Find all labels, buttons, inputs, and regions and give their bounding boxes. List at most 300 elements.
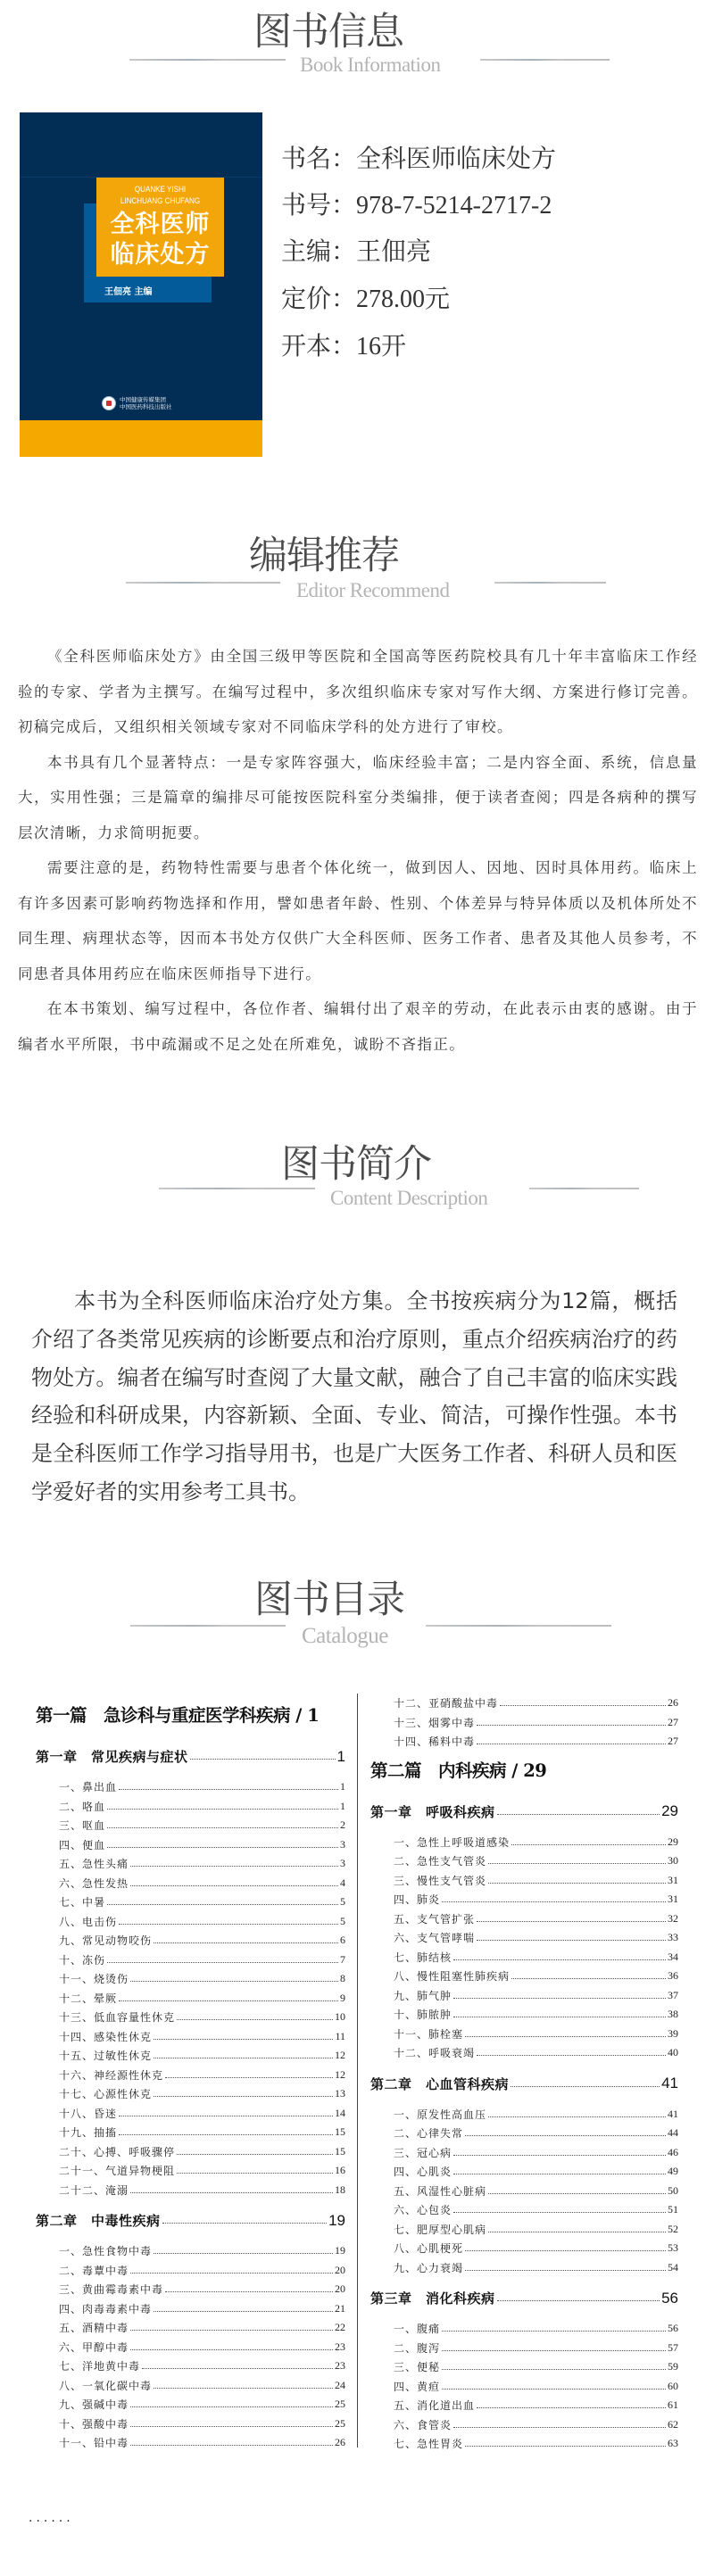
catalogue-entry <box>36 1893 345 1912</box>
entry-title: 十一、铅中毒 <box>59 2437 129 2450</box>
catalogue-entry <box>36 2299 345 2319</box>
page-number: 20 <box>335 2263 345 2276</box>
dot-leader <box>177 2173 333 2174</box>
entry-title: 十七、心源性休克 <box>59 2088 153 2101</box>
page-number: 33 <box>668 1931 678 1944</box>
entry-title: 二、急性支气管炎 <box>394 1855 487 1868</box>
catalogue-entry <box>36 1912 345 1932</box>
catalogue-entry <box>36 1777 345 1797</box>
info-value: 全科医师临床处方 <box>356 145 557 173</box>
entry-title: 五、酒精中毒 <box>59 2322 129 2335</box>
entry-title: 十八、昏迷 <box>59 2107 118 2120</box>
catalogue-entry <box>36 1835 345 1855</box>
catalogue-entry <box>370 1928 678 1948</box>
page-number: 61 <box>668 2398 678 2412</box>
cover-pinyin-1: QUANKE YISHI <box>134 185 187 195</box>
catalogue-entry <box>370 2339 678 2358</box>
catalogue-chapter <box>36 2206 345 2235</box>
page-number: 9 <box>340 1991 345 2004</box>
page-number: 60 <box>668 2379 678 2392</box>
catalogue-entry <box>36 2433 345 2453</box>
catalogue-entry <box>370 2162 678 2182</box>
catalogue-entry <box>36 2261 345 2281</box>
catalogue-entry <box>36 1931 345 1951</box>
entry-title: 四、黄疸 <box>394 2380 441 2393</box>
page-number: 39 <box>668 2026 678 2040</box>
catalogue-entry <box>36 2338 345 2357</box>
catalogue-entry <box>36 1816 345 1835</box>
editor-paragraph: 需要注意的是，药物特性需要与患者个体化统一，做到因人、因地、因时具体用药。临床上有许多因素可影响药物选择和作用，譬如患者年龄、性别、个体差异与特异体质以及机体所处不同生理、病理状态等，因而本书处方仅供广大全科医师、医务工作者、患者及其他人员参考，不同患者具体用药应在临床医师指导下进行。 <box>18 859 698 982</box>
dot-leader <box>107 1827 338 1828</box>
catalogue-entry <box>370 2025 678 2044</box>
page-number: 52 <box>668 2222 678 2235</box>
entry-title: 第一章 呼吸科疾病 <box>370 1803 495 1820</box>
dot-leader <box>497 2300 660 2301</box>
page-number: 49 <box>668 2165 678 2178</box>
catalogue-left-column <box>36 1696 345 2453</box>
page-number: 19 <box>328 2211 345 2229</box>
dot-leader <box>453 1959 666 1960</box>
publisher-name-1: 中国健康传媒集团 <box>120 396 166 403</box>
catalogue-entry <box>36 2027 345 2047</box>
catalogue-entry <box>370 2396 678 2415</box>
entry-title: 三、便秘 <box>394 2361 441 2374</box>
entry-title: 四、肺炎 <box>394 1893 441 1907</box>
entry-title: 一、急性上呼吸道感染 <box>394 1835 511 1849</box>
page-number: 19 <box>335 2244 345 2257</box>
page-number: 26 <box>668 1696 678 1710</box>
entry-title: 十二、晕厥 <box>59 1992 118 2005</box>
entry-title: 四、便血 <box>59 1838 106 1851</box>
page-number: 3 <box>340 1837 345 1851</box>
catalogue-entry <box>370 1986 678 2006</box>
page-number: 4 <box>340 1876 345 1889</box>
info-label: 定价： <box>281 286 357 313</box>
entry-title: 二十一、气道异物梗阻 <box>59 2165 176 2178</box>
page-number: 30 <box>668 1854 678 1868</box>
entry-title: 六、心包炎 <box>394 2204 452 2217</box>
column-divider <box>357 1694 358 2448</box>
page-number: 3 <box>340 1857 345 1870</box>
entry-title: 五、消化道出血 <box>394 2399 476 2413</box>
catalogue-entry <box>36 1854 345 1874</box>
dot-leader <box>107 1962 338 1963</box>
entry-title: 二、腹泻 <box>394 2341 441 2355</box>
entry-title: 七、肺结核 <box>394 1951 452 1964</box>
page-number: 1 <box>336 1747 345 1765</box>
catalogue-entry <box>36 1969 345 1989</box>
dot-leader <box>154 2039 333 2040</box>
dot-leader <box>497 1814 660 1815</box>
dot-leader <box>477 1725 666 1726</box>
entry-title: 九、常见动物咬伤 <box>59 1934 153 1948</box>
entry-title: 第三章 消化科疾病 <box>370 2290 495 2307</box>
entry-title: 七、洋地黄中毒 <box>59 2360 141 2373</box>
dot-leader <box>477 1921 666 1922</box>
dot-leader <box>165 2077 333 2078</box>
dot-leader <box>442 1901 666 1902</box>
info-value: 978-7-5214-2717-2 <box>356 192 552 219</box>
dot-leader <box>177 2154 333 2155</box>
section-subtitle-catalogue: Catalogue <box>302 1624 388 1648</box>
dot-leader <box>154 2311 333 2312</box>
entry-title: 五、急性头痛 <box>59 1858 129 1871</box>
entry-title: 十四、感染性休克 <box>59 2030 153 2043</box>
catalogue-entry <box>36 2046 345 2066</box>
publisher-name-2: 中国医药科技出版社 <box>120 403 172 410</box>
page-number: 16 <box>335 2164 345 2177</box>
entry-title: 一、腹痛 <box>394 2323 441 2336</box>
divider-line <box>130 1625 286 1627</box>
page-number: 24 <box>335 2378 345 2391</box>
dot-leader <box>142 2368 333 2369</box>
catalogue-entry <box>370 2124 678 2143</box>
catalogue-entry <box>36 2084 345 2104</box>
cover-pinyin-2: LINCHUANG CHUFANG <box>120 196 201 206</box>
page-number: 59 <box>668 2360 678 2373</box>
entry-title: 九、心力衰竭 <box>394 2261 464 2274</box>
catalogue-entry <box>370 1967 678 1986</box>
entry-title: 十六、神经源性休克 <box>59 2068 164 2082</box>
catalogue-entry <box>36 2008 345 2027</box>
dot-leader <box>130 2349 333 2350</box>
catalogue-entry <box>36 2376 345 2396</box>
dot-leader <box>107 1809 338 1810</box>
catalogue-entry <box>370 2105 678 2125</box>
page-number: 22 <box>335 2321 345 2334</box>
catalogue-entry <box>36 2181 345 2200</box>
catalogue-entry <box>370 2043 678 2063</box>
dot-leader <box>162 2223 328 2224</box>
page-number: 37 <box>668 1988 678 2001</box>
dot-leader <box>165 2291 333 2292</box>
page-number: 12 <box>335 2049 345 2062</box>
page-number: 25 <box>335 2398 345 2411</box>
entry-title: 二十、心搏、呼吸骤停 <box>59 2145 176 2158</box>
dot-leader <box>154 1942 338 1943</box>
entry-title: 七、中暑 <box>59 1896 106 1909</box>
catalogue-entry <box>36 1989 345 2009</box>
entry-title: 三、冠心病 <box>394 2146 452 2159</box>
section-title-editor: 编辑推荐 <box>249 534 399 578</box>
section-subtitle-editor: Editor Recommend <box>296 579 450 601</box>
catalogue-entry <box>36 2280 345 2299</box>
catalogue-entry <box>370 2220 678 2240</box>
dot-leader <box>130 2445 333 2446</box>
dot-leader <box>119 2000 338 2001</box>
entry-title: 二十二、淹溺 <box>59 2183 129 2197</box>
page-number: 18 <box>335 2183 345 2196</box>
page-number: 54 <box>668 2260 678 2274</box>
page-number: 38 <box>668 2008 678 2021</box>
info-value: 16开 <box>356 333 407 360</box>
entry-title: 十四、稀料中毒 <box>394 1735 476 1749</box>
catalogue-entry <box>370 1871 678 1891</box>
section-subtitle-description: Content Description <box>330 1187 488 1209</box>
catalogue-entry <box>370 1890 678 1909</box>
page-number: 26 <box>335 2436 345 2449</box>
page-number: 7 <box>340 1952 345 1966</box>
page-number: 23 <box>335 2359 345 2373</box>
dot-leader <box>154 2096 333 2097</box>
catalogue-entry <box>36 2414 345 2434</box>
cover-author: 王佃亮 主编 <box>104 287 153 297</box>
catalogue-entry <box>370 2143 678 2163</box>
catalogue-entry <box>370 2005 678 2025</box>
entry-title: 八、心肌梗死 <box>394 2242 464 2256</box>
entry-title: 五、支气管扩张 <box>394 1912 476 1926</box>
cover-title-2: 临床处方 <box>110 241 211 269</box>
entry-title: 六、食管炎 <box>394 2418 452 2431</box>
page-number: 44 <box>668 2126 678 2140</box>
dot-leader <box>477 2055 666 2056</box>
page-number: 11 <box>335 2029 345 2042</box>
dot-leader <box>453 2212 666 2213</box>
catalogue-entry <box>370 1851 678 1871</box>
entry-title: 十、肺脓肿 <box>394 2009 452 2022</box>
catalogue-entry <box>36 2318 345 2338</box>
info-label: 开本： <box>281 333 357 360</box>
catalogue-entry <box>36 2241 345 2261</box>
dot-leader <box>511 1844 666 1845</box>
dot-leader <box>130 2406 333 2407</box>
page-number: 46 <box>668 2145 678 2158</box>
editor-paragraph: 在本书策划、编写过程中，各位作者、编辑付出了艰辛的劳动，在此表示由衷的感谢。由于编者水平所限，书中疏漏或不足之处在所难免，诚盼不吝指正。 <box>18 1000 698 1053</box>
page-number: 27 <box>668 1735 678 1748</box>
page-number: 29 <box>668 1835 678 1848</box>
entry-title: 六、支气管哮喘 <box>394 1932 476 1945</box>
entry-title: 十一、肺栓塞 <box>394 2027 464 2041</box>
page-number: 34 <box>668 1950 678 1963</box>
entry-title: 八、一氧化碳中毒 <box>59 2379 153 2392</box>
catalogue-entry <box>36 2357 345 2376</box>
section-title-catalogue: 图书目录 <box>254 1578 404 1622</box>
dot-leader <box>119 1789 338 1790</box>
editor-paragraph: 《全科医师临床处方》由全国三级甲等医院和全国高等医药院校具有几十年丰富临床工作经验的专家、学者为主撰写。在编写过程中，多次组织临床专家对写作大纲、方案进行修订完善。初稿完成后，又组织相关领域专家对不同临床学科的处方进行了审校。 <box>18 648 698 735</box>
catalogue-entry <box>36 2142 345 2162</box>
dot-leader <box>488 1863 666 1864</box>
dot-leader <box>477 2407 666 2408</box>
catalogue-entry <box>370 1732 678 1752</box>
info-label: 主编： <box>281 238 357 266</box>
catalogue-part-heading: 第二篇 内科疾病 / 29 <box>370 1760 547 1781</box>
page-number: 5 <box>340 1914 345 1927</box>
page-number: 62 <box>668 2417 678 2431</box>
entry-title: 七、急性胃炎 <box>394 2438 464 2451</box>
entry-title: 十三、低血容量性休克 <box>59 2011 176 2025</box>
divider-line <box>480 59 610 61</box>
dot-leader <box>465 2270 666 2271</box>
divider-line <box>159 1188 315 1189</box>
dot-leader <box>107 1847 338 1848</box>
dot-leader <box>465 2135 666 2136</box>
dot-leader <box>130 2273 333 2274</box>
info-label: 书号： <box>281 192 357 219</box>
catalogue-entry <box>370 2377 678 2397</box>
page-number: 12 <box>335 2067 345 2081</box>
dot-leader <box>488 2193 666 2194</box>
entry-title: 四、肉毒毒素中毒 <box>59 2302 153 2315</box>
info-editor <box>281 238 431 267</box>
dot-leader <box>442 2389 666 2390</box>
dot-leader <box>130 1866 338 1867</box>
page-number: 8 <box>340 1972 345 1985</box>
page-number: 31 <box>668 1893 678 1906</box>
page-number: 63 <box>668 2437 678 2450</box>
page-number: 2 <box>340 1818 345 1832</box>
divider-line <box>126 582 280 584</box>
entry-title: 第二章 心血管科疾病 <box>370 2075 510 2092</box>
section-title-book-info: 图书信息 <box>253 10 403 54</box>
page-number: 15 <box>335 2144 345 2158</box>
dot-leader <box>477 1940 666 1941</box>
page-number: 29 <box>661 1802 678 1819</box>
page-number: 14 <box>335 2106 345 2119</box>
page-number: 51 <box>668 2203 678 2216</box>
catalogue-entry <box>370 1948 678 1967</box>
catalogue-entry <box>36 1874 345 1893</box>
more-ellipsis: ······ <box>29 2514 74 2529</box>
page-number: 20 <box>335 2282 345 2296</box>
dot-leader <box>130 1981 338 1982</box>
dot-leader <box>119 1924 338 1925</box>
catalogue-entry <box>36 2123 345 2142</box>
page-number: 57 <box>668 2340 678 2354</box>
catalogue-chapter <box>370 2283 678 2313</box>
dot-leader <box>107 1904 338 1905</box>
dot-leader <box>488 2116 666 2117</box>
page-number: 21 <box>335 2301 345 2315</box>
dot-leader <box>453 2155 666 2156</box>
cover-title-panel <box>96 178 224 277</box>
catalogue-entry <box>370 2434 678 2454</box>
page-number: 40 <box>668 2046 678 2059</box>
content-description-text <box>31 1282 677 1512</box>
info-value: 278.00元 <box>356 286 451 313</box>
dot-leader <box>154 2253 333 2254</box>
editor-paragraph: 本书具有几个显著特点：一是专家阵容强大，临床经验丰富；二是内容全面、系统，信息量大，实用性强；三是篇章的编排尽可能按医院科室分类编排，便于读者查阅；四是各病种的撰写层次清晰，力求简明扼要。 <box>18 753 698 841</box>
page-number: 56 <box>668 2322 678 2335</box>
entry-title: 三、慢性支气管炎 <box>394 1874 487 1887</box>
page-number: 36 <box>668 1969 678 1983</box>
page-number: 50 <box>668 2183 678 2197</box>
catalogue-entry <box>36 2161 345 2181</box>
entry-title: 五、风湿性心脏病 <box>394 2184 487 2198</box>
entry-title: 九、肺气肿 <box>394 1989 452 2002</box>
entry-title: 第一章 常见疾病与症状 <box>36 1749 188 1765</box>
page-number: 53 <box>668 2241 678 2255</box>
page-number: 41 <box>661 2075 678 2091</box>
entry-title: 十、冻伤 <box>59 1953 106 1967</box>
catalogue-entry <box>370 1713 678 1733</box>
catalogue-entry <box>370 1909 678 1929</box>
entry-title: 十二、呼吸衰竭 <box>394 2047 476 2060</box>
page-number: 10 <box>335 2010 345 2024</box>
catalogue-entry <box>36 2104 345 2124</box>
dot-leader <box>488 1883 666 1884</box>
entry-title: 四、心肌炎 <box>394 2166 452 2179</box>
catalogue-entry <box>36 1951 345 1970</box>
dot-leader <box>442 2369 666 2370</box>
entry-title: 二、咯血 <box>59 1800 106 1813</box>
book-cover-image <box>20 112 262 457</box>
catalogue-entry <box>370 2182 678 2201</box>
dot-leader <box>130 2426 333 2427</box>
page-number: 41 <box>668 2107 678 2120</box>
catalogue-right-column <box>370 1694 678 2454</box>
dot-leader <box>465 2036 666 2037</box>
dot-leader <box>130 2192 333 2193</box>
info-label: 书名： <box>281 145 357 173</box>
editor-recommend-text <box>18 639 698 1062</box>
publisher-emblem-icon <box>102 396 116 410</box>
entry-title: 第二章 中毒性疾病 <box>36 2213 161 2229</box>
info-title <box>281 145 556 174</box>
catalogue-entry <box>370 2200 678 2220</box>
dot-leader <box>453 2427 666 2428</box>
catalogue-entry <box>370 1833 678 1852</box>
catalogue-entry <box>36 2066 345 2085</box>
entry-title: 八、慢性阻塞性肺疾病 <box>394 1970 511 1984</box>
dot-leader <box>465 2250 666 2251</box>
info-isbn <box>281 192 552 220</box>
page-number: 5 <box>340 1895 345 1909</box>
dot-leader <box>130 1885 338 1886</box>
catalogue-entry <box>36 2395 345 2414</box>
dot-leader <box>511 1978 666 1979</box>
catalogue-entry <box>370 2239 678 2258</box>
divider-line <box>529 1188 639 1189</box>
catalogue-chapter <box>36 1742 345 1771</box>
entry-title: 一、鼻出血 <box>59 1781 118 1794</box>
dot-leader <box>190 1759 336 1760</box>
catalogue-chapter <box>370 2069 678 2099</box>
entry-title: 十一、烧烫伤 <box>59 1973 129 1986</box>
divider-line <box>129 59 286 61</box>
divider-line <box>426 1625 611 1627</box>
dot-leader <box>500 1705 666 1706</box>
page-number: 1 <box>340 1780 345 1793</box>
entry-title: 七、肥厚型心肌病 <box>394 2223 487 2236</box>
entry-title: 十二、亚硝酸盐中毒 <box>394 1697 499 1710</box>
entry-title: 十、强酸中毒 <box>59 2417 129 2431</box>
page-number: 6 <box>340 1934 345 1947</box>
catalogue-entry <box>370 1694 678 1713</box>
dot-leader <box>154 2388 333 2389</box>
dot-leader <box>177 2019 333 2020</box>
catalogue-entry <box>36 1797 345 1817</box>
section-title-description: 图书简介 <box>281 1142 431 1187</box>
publisher-logo <box>102 396 172 410</box>
catalogue-entry <box>370 2258 678 2278</box>
page-number: 1 <box>340 1799 345 1812</box>
info-value: 王佃亮 <box>356 238 432 266</box>
info-price <box>281 286 450 314</box>
dot-leader <box>465 2446 666 2447</box>
catalogue-part-heading: 第一篇 急诊科与重症医学科疾病 / 1 <box>36 1705 320 1726</box>
info-format <box>281 333 406 361</box>
entry-title: 十九、抽搐 <box>59 2126 118 2140</box>
catalogue-entry <box>370 2415 678 2435</box>
entry-title: 一、急性食物中毒 <box>59 2245 153 2258</box>
cover-bottom-band <box>20 420 262 457</box>
catalogue-entry <box>370 2319 678 2339</box>
entry-title: 二、毒蕈中毒 <box>59 2264 129 2277</box>
entry-title: 六、甲醇中毒 <box>59 2340 129 2354</box>
dot-leader <box>442 2350 666 2351</box>
entry-title: 二、心律失常 <box>394 2127 464 2141</box>
dot-leader <box>119 2134 333 2135</box>
